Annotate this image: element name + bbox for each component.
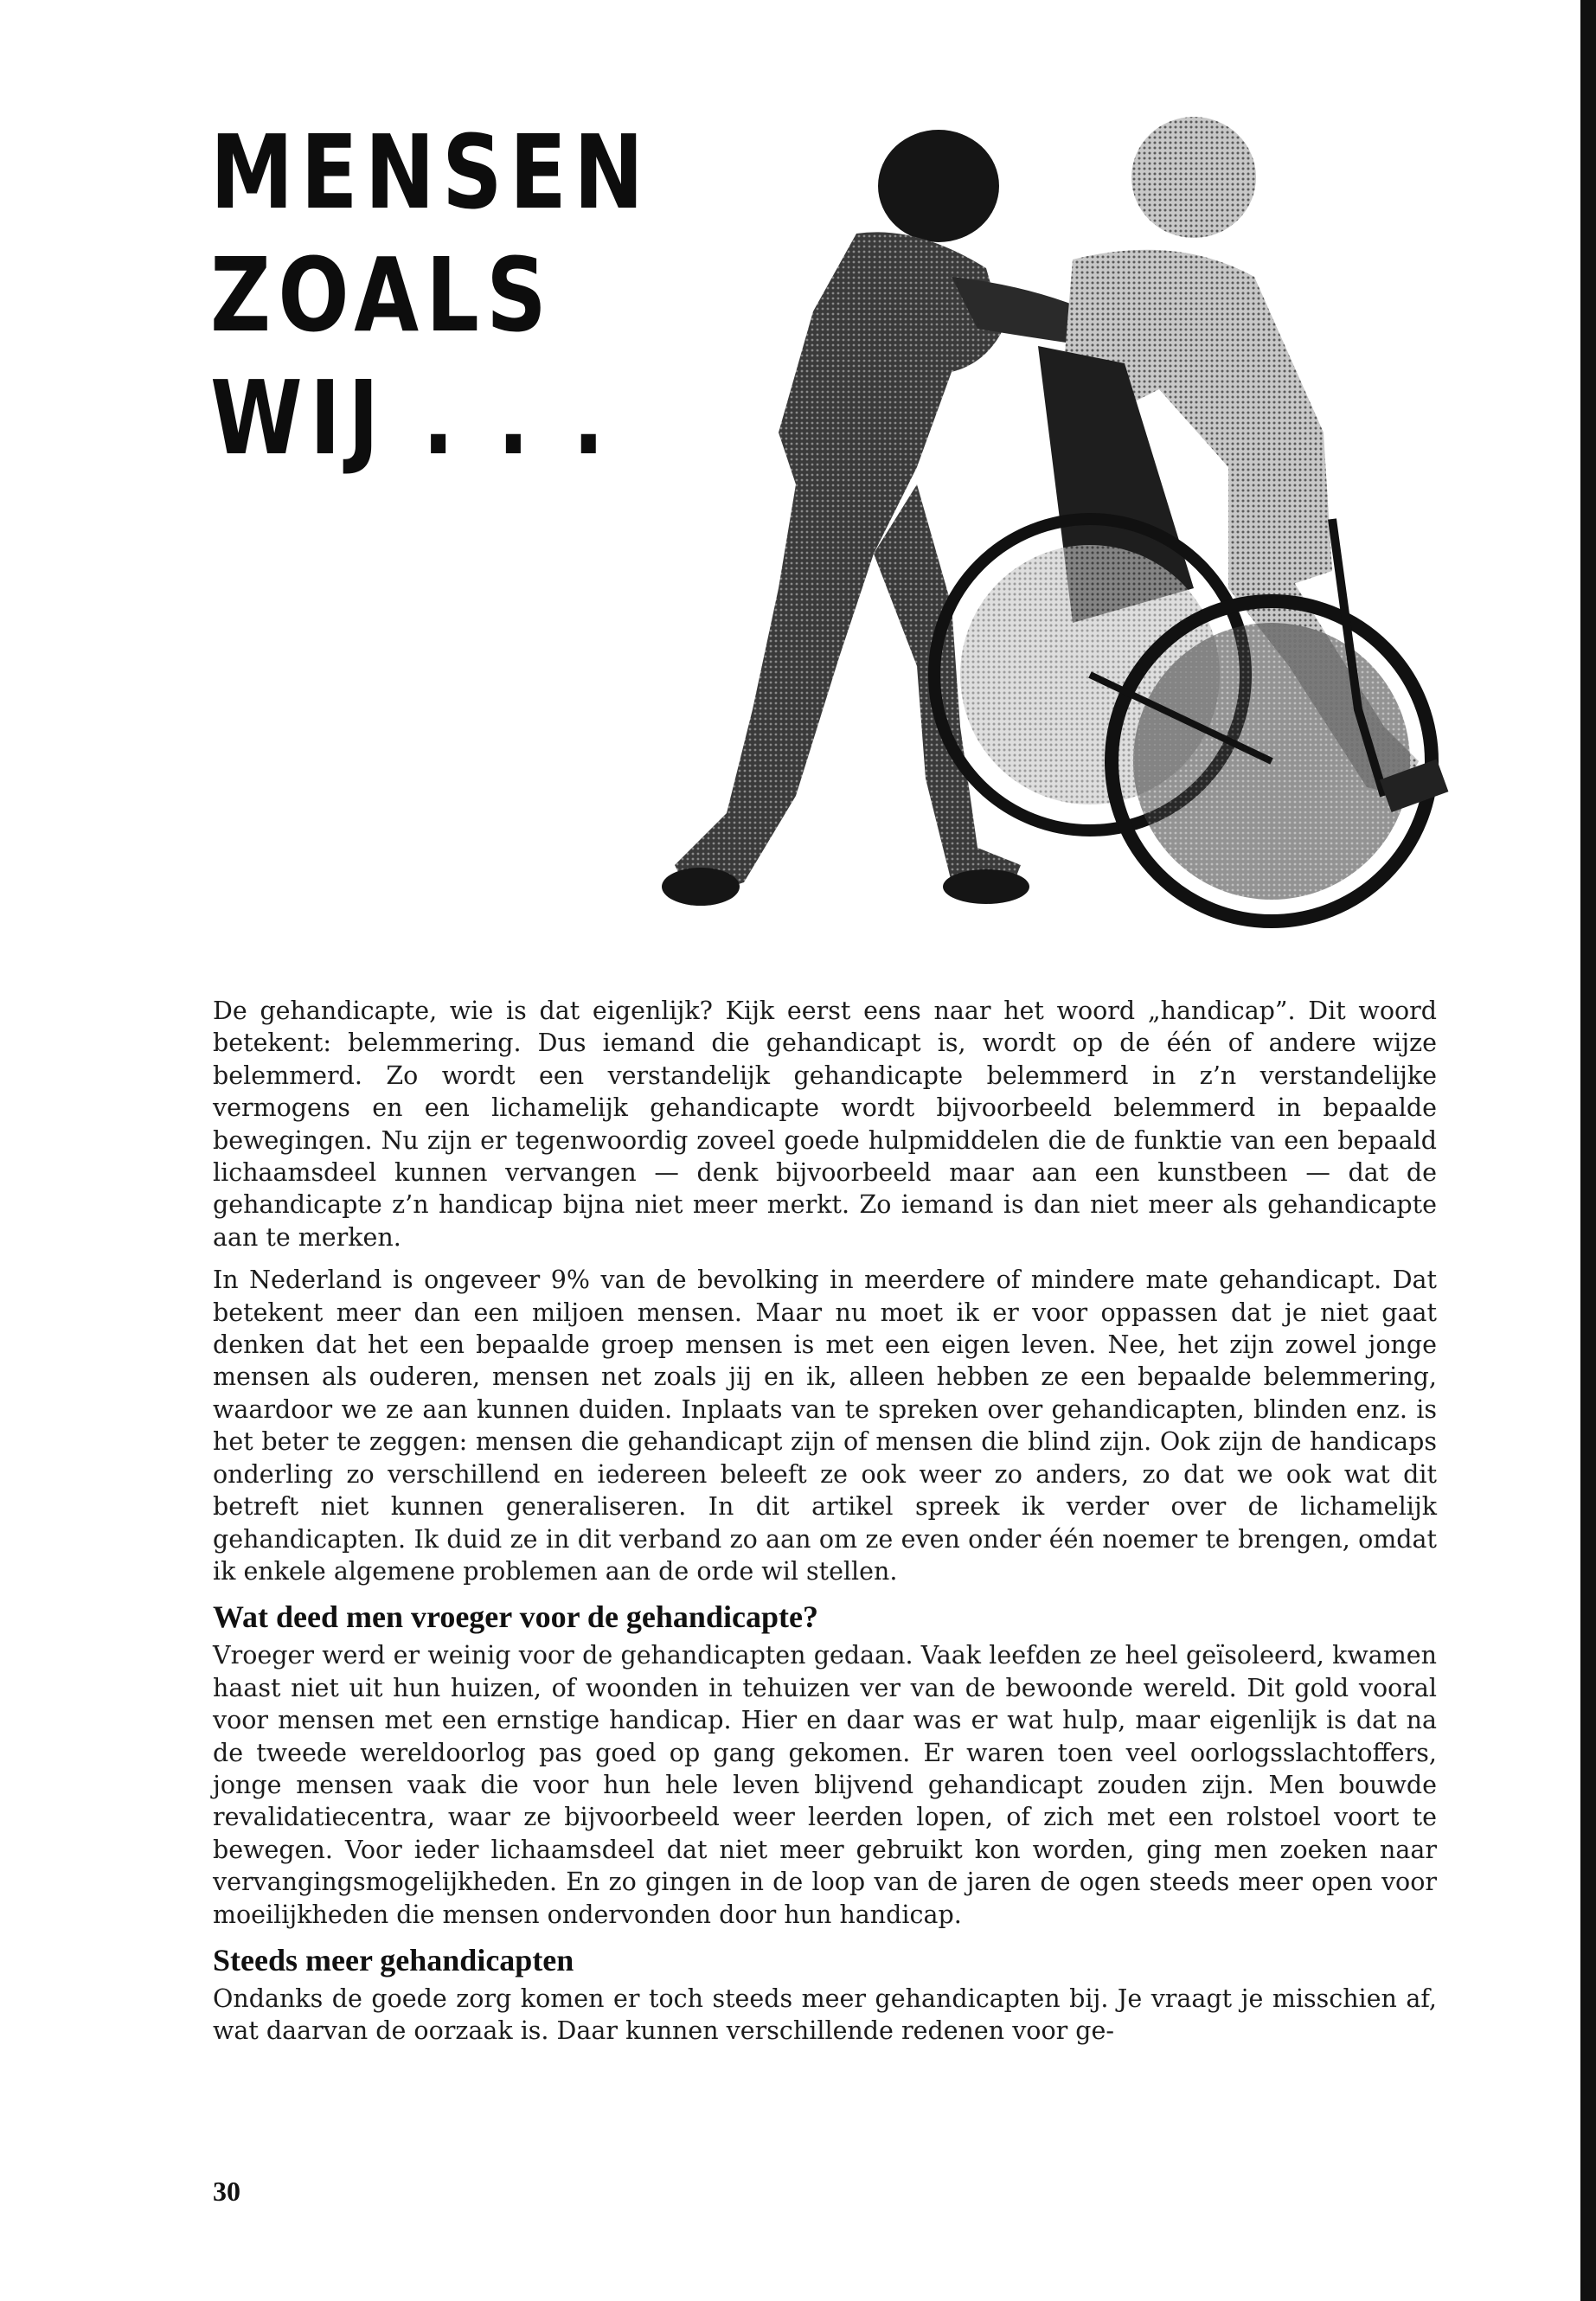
title-line-3: WIJ . . . bbox=[210, 358, 612, 478]
section-heading: Steeds meer gehandicapten bbox=[213, 1942, 574, 1977]
title-line-2: ZOALS bbox=[210, 235, 554, 355]
paragraph: In Nederland is ongeveer 9% van de bevolking in meerdere of mindere mate gehandicapt. Dat betekent meer dan een miljoen mensen. Maar nu moet ik er voor oppassen dat je niet gaat denken dat het een bepaalde groep mensen is met een eigen leven. Nee, het zijn zowel jonge mensen als ouderen, mensen net zoals jij en ik, alleen hebben ze een bepaalde belemmering, waardoor we ze aan kunnen duiden. Inplaats van te spreken over gehandicapten, blinden enz. is het beter te zeggen: mensen die gehandicapt zijn of mensen die blind zijn. Ook zijn de handicaps onderling zo verschillend en iedereen beleeft ze ook weer zo anders, zo dat we ook wat dit betreft niet kunnen generaliseren. In dit artikel spreek ik verder over de lichamelijk gehandicapten. Ik duid ze in dit verband zo aan om ze even onder één noemer te brengen, omdat ik enkele algemene problemen aan de orde wil stellen. bbox=[213, 1266, 1437, 1586]
title-line-1: MENSEN bbox=[210, 112, 651, 232]
page-edge-bar bbox=[1580, 0, 1596, 2301]
paragraph: De gehandicapte, wie is dat eigenlijk? Kijk eerst eens naar het woord „handicap”. Dit woord betekent: belemmering. Dus iemand die gehandicapt is, wordt op de één of andere wijze belemmerd. Zo wordt een verstandelijk gehandicapte belemmerd in z’n verstandelijke vermogens en een lichamelijk gehandicapte wordt bijvoorbeeld belemmerd in bepaalde bewegingen. Nu zijn er tegenwoordig zoveel goede hulpmiddelen die de funktie van een bepaald lichaamsdeel kunnen vervangen — denk bijvoorbeeld maar aan een kunstbeen — dat de gehandicapte z’n handicap bijna niet meer merkt. Zo iemand is dan niet meer als gehandicapte aan te merken. bbox=[213, 997, 1437, 1252]
article-body bbox=[213, 995, 1437, 2058]
wheelchair-photo bbox=[467, 104, 1462, 969]
page-number: 30 bbox=[213, 2176, 240, 2207]
paragraph: Ondanks de goede zorg komen er toch steeds meer gehandicapten bij. Je vraagt je misschien af, wat daarvan de oorzaak is. Daar kunnen verschillende redenen voor ge- bbox=[213, 1984, 1437, 2046]
section-heading: Wat deed men vroeger voor de gehandicapte? bbox=[213, 1599, 818, 1635]
paragraph: Vroeger werd er weinig voor de gehandicapten gedaan. Vaak leefden ze heel geïsoleerd, kwamen haast niet uit hun huizen, of woonden in tehuizen ver van de bewoonde wereld. Dit gold vooral voor mensen met een ernstige handicap. Hier en daar was er wat hulp, maar eigenlijk is dat na de tweede wereldoorlog pas goed op gang gekomen. Er waren toen veel oorlogsslachtoffers, jonge mensen vaak die voor hun hele leven blijvend gehandicapt zouden zijn. Men bouwde revalidatiecentra, waar ze bijvoorbeeld weer leerden lopen, of zich met een rolstoel voort te bewegen. Voor ieder lichaamsdeel dat niet meer gebruikt kon worden, ging men zoeken naar vervangingsmogelijkheden. En zo gingen in de loop van de jaren de ogen steeds meer open voor moeilijkheden die mensen ondervonden door hun handicap. bbox=[213, 1641, 1437, 1929]
